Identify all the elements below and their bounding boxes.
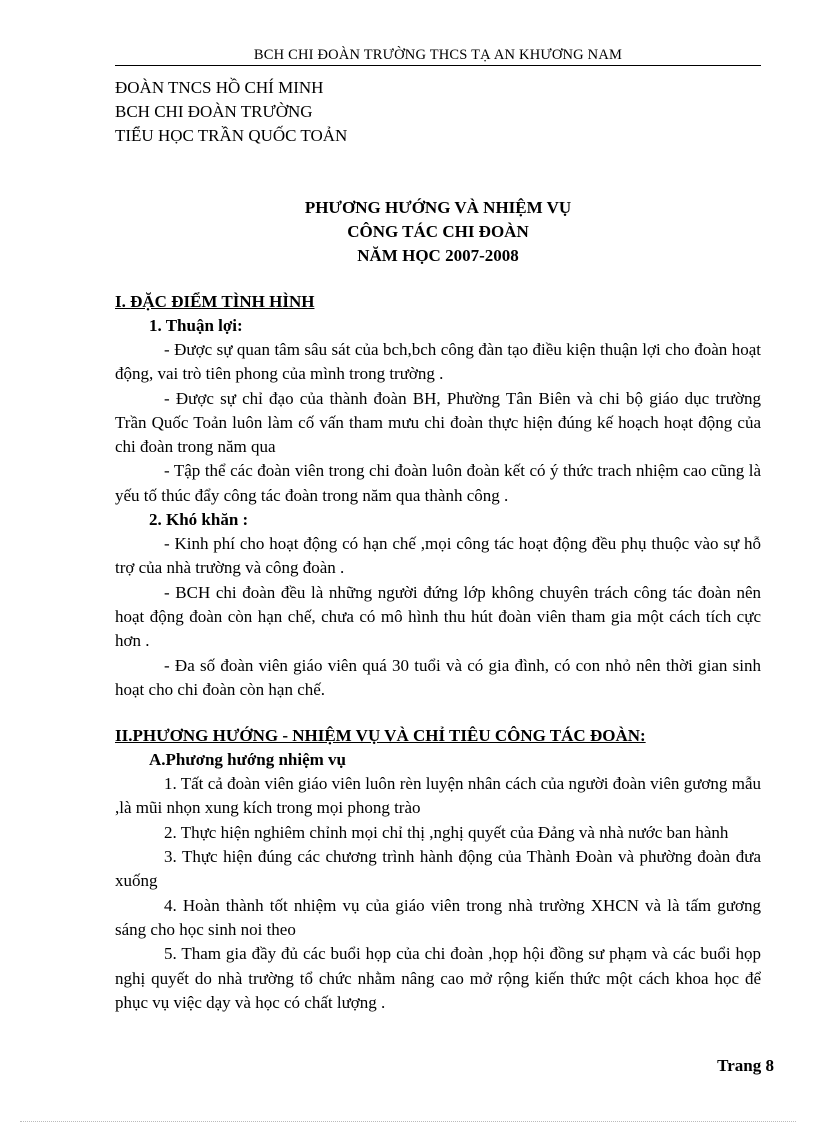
title-line-1: PHƯƠNG HƯỚNG VÀ NHIỆM VỤ <box>304 198 572 217</box>
page-bottom-divider <box>20 1121 796 1122</box>
organization-block <box>115 76 347 148</box>
section-1-sub-1-heading: 1. Thuận lợi: <box>149 316 243 335</box>
list-item: 1. Tất cả đoàn viên giáo viên luôn rèn luyện nhân cách của người đoàn viên gương mẫu ,là mũi nhọn xung kích trong mọi phong trào <box>115 774 761 818</box>
running-header: BCH CHI ĐOÀN TRƯỜNG THCS TẠ AN KHƯƠNG NAM <box>115 46 761 66</box>
page-number: Trang 8 <box>717 1056 774 1075</box>
section-2-sub-a-heading: A.Phương hướng nhiệm vụ <box>149 750 347 770</box>
section-1-sub-2-heading: 2. Khó khăn : <box>149 510 249 530</box>
section-2-heading: II.PHƯƠNG HƯỚNG - NHIỆM VỤ VÀ CHỈ TIÊU CÔNG TÁC ĐOÀN: <box>115 726 646 746</box>
org-line-2: BCH CHI ĐOÀN TRƯỜNG <box>115 102 313 121</box>
section-1-heading: I. ĐẶC ĐIỂM TÌNH HÌNH <box>115 292 315 311</box>
paragraph: - Kinh phí cho hoạt động có hạn chế ,mọi công tác hoạt động đều phụ thuộc vào sự hỗ trợ của nhà trường và công đoàn . <box>115 534 761 578</box>
document-title <box>115 196 761 268</box>
org-line-1: ĐOÀN TNCS HỒ CHÍ MINH <box>115 78 324 97</box>
title-line-3: NĂM HỌC 2007-2008 <box>357 246 519 265</box>
list-item: 5. Tham gia đầy đủ các buổi họp của chi đoàn ,họp hội đồng sư phạm và các buổi họp nghị quyết do nhà trường tổ chức nhằm nâng cao mở rộng kiến thức một cách khoa học để phục vụ việc dạy và học có chất lượng . <box>115 944 761 1012</box>
title-line-2: CÔNG TÁC CHI ĐOÀN <box>347 222 529 241</box>
paragraph: - BCH chi đoàn đều là những người đứng lớp không chuyên trách công tác đoàn nên hoạt động đoàn còn hạn chế, chưa có mô hình thu hút đoàn viên tham gia một cách tích cực hơn . <box>115 582 761 651</box>
list-item: 2. Thực hiện nghiêm chỉnh mọi chỉ thị ,nghị quyết của Đảng và nhà nước ban hành <box>164 822 729 842</box>
paragraph: - Được sự quan tâm sâu sát của bch,bch công đàn tạo điều kiện thuận lợi cho đoàn hoạt động, vai trò tiên phong của mình trong trường . <box>115 340 761 384</box>
paragraph: - Được sự chỉ đạo của thành đoàn BH, Phường Tân Biên và chi bộ giáo dục trường Trần Quốc Toản luôn làm cố vấn tham mưu chi đoàn thực hiện đúng kế hoạch hoạt động của chi đoàn trong năm qua <box>115 388 761 457</box>
paragraph: - Đa số đoàn viên giáo viên quá 30 tuổi và có gia đình, có con nhỏ nên thời gian sinh hoạt cho chi đoàn còn hạn chế. <box>115 655 761 699</box>
org-line-3: TIỂU HỌC TRẦN QUỐC TOẢN <box>115 126 348 145</box>
document-body <box>115 290 761 1015</box>
paragraph: - Tập thể các đoàn viên trong chi đoàn luôn đoàn kết có ý thức trach nhiệm cao cũng là yếu tố thúc đẩy công tác đoàn trong năm qua thành công . <box>115 461 761 505</box>
list-item: 4. Hoàn thành tốt nhiệm vụ của giáo viên trong nhà trường XHCN và là tấm gương sáng cho học sinh noi theo <box>115 895 761 939</box>
list-item: 3. Thực hiện đúng các chương trình hành động của Thành Đoàn và phường đoàn đưa xuống <box>115 847 761 891</box>
